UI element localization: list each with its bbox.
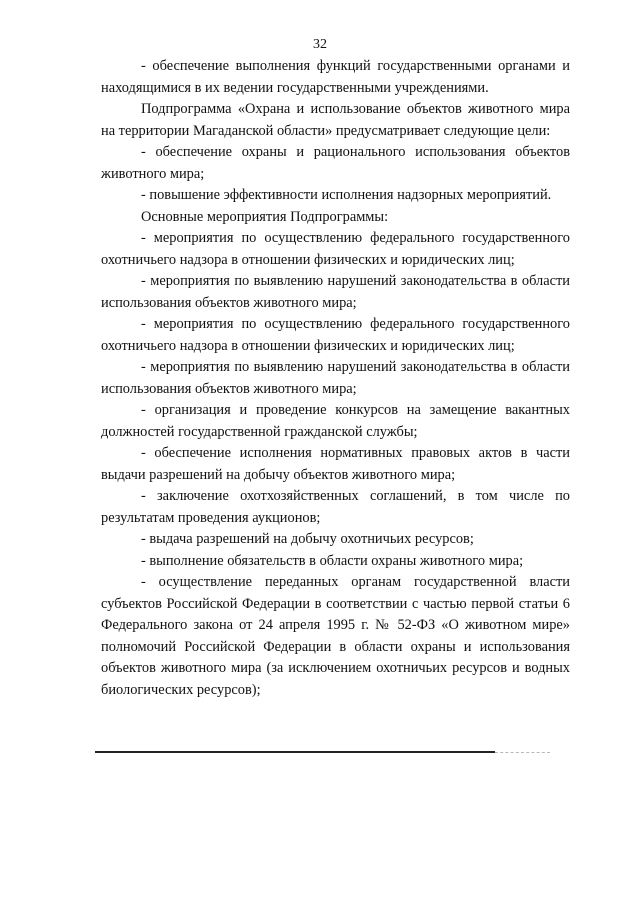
paragraph: Основные мероприятия Подпрограммы:: [141, 208, 389, 225]
footer-divider-faint: [495, 752, 550, 753]
paragraph: - обеспечение исполнения нормативных правовых актов в части выдачи разрешений на добычу объектов животного мира;: [101, 445, 570, 483]
paragraph: - заключение охотхозяйственных соглашений, в том числе по результатам проведения аукционов;: [101, 488, 570, 526]
paragraph: - мероприятия по выявлению нарушений законодательства в области использования объектов животного мира;: [101, 359, 570, 397]
footer-divider: [95, 751, 495, 753]
paragraph: - повышение эффективности исполнения надзорных мероприятий.: [141, 187, 552, 203]
paragraph: - выдача разрешений на добычу охотничьих ресурсов;: [141, 531, 474, 547]
paragraph: - выполнение обязательств в области охраны животного мира;: [141, 552, 524, 569]
body-text: [101, 56, 570, 701]
paragraph: - организация и проведение конкурсов на замещение вакантных должностей государственной гражданской службы;: [101, 402, 570, 440]
page-number: 32: [313, 37, 327, 52]
paragraph: - обеспечение охраны и рационального использования объектов животного мира;: [101, 144, 570, 182]
paragraph: - мероприятия по осуществлению федерального государственного охотничьего надзора в отношении физических и юридических лиц;: [101, 230, 570, 268]
paragraph: Подпрограмма «Охрана и использование объектов животного мира на территории Магаданской области» предусматривает следующие цели:: [101, 101, 570, 139]
paragraph: - мероприятия по осуществлению федерального государственного охотничьего надзора в отношении физических и юридических лиц;: [101, 316, 570, 354]
paragraph: - осуществление переданных органам государственной власти субъектов Российской Федерации в соответствии с частью первой статьи 6 Федерального закона от 24 апреля 1995 г. № 52-ФЗ «О животном мире» полномочий Российской Федерации в области охраны и использования объектов животного мира (за исключением охотничьих ресурсов и водных биологических ресурсов);: [101, 574, 570, 698]
paragraph: - мероприятия по выявлению нарушений законодательства в области использования объектов животного мира;: [101, 273, 570, 311]
paragraph: - обеспечение выполнения функций государственными органами и находящимися в их ведении государственными учреждениями.: [101, 58, 570, 96]
